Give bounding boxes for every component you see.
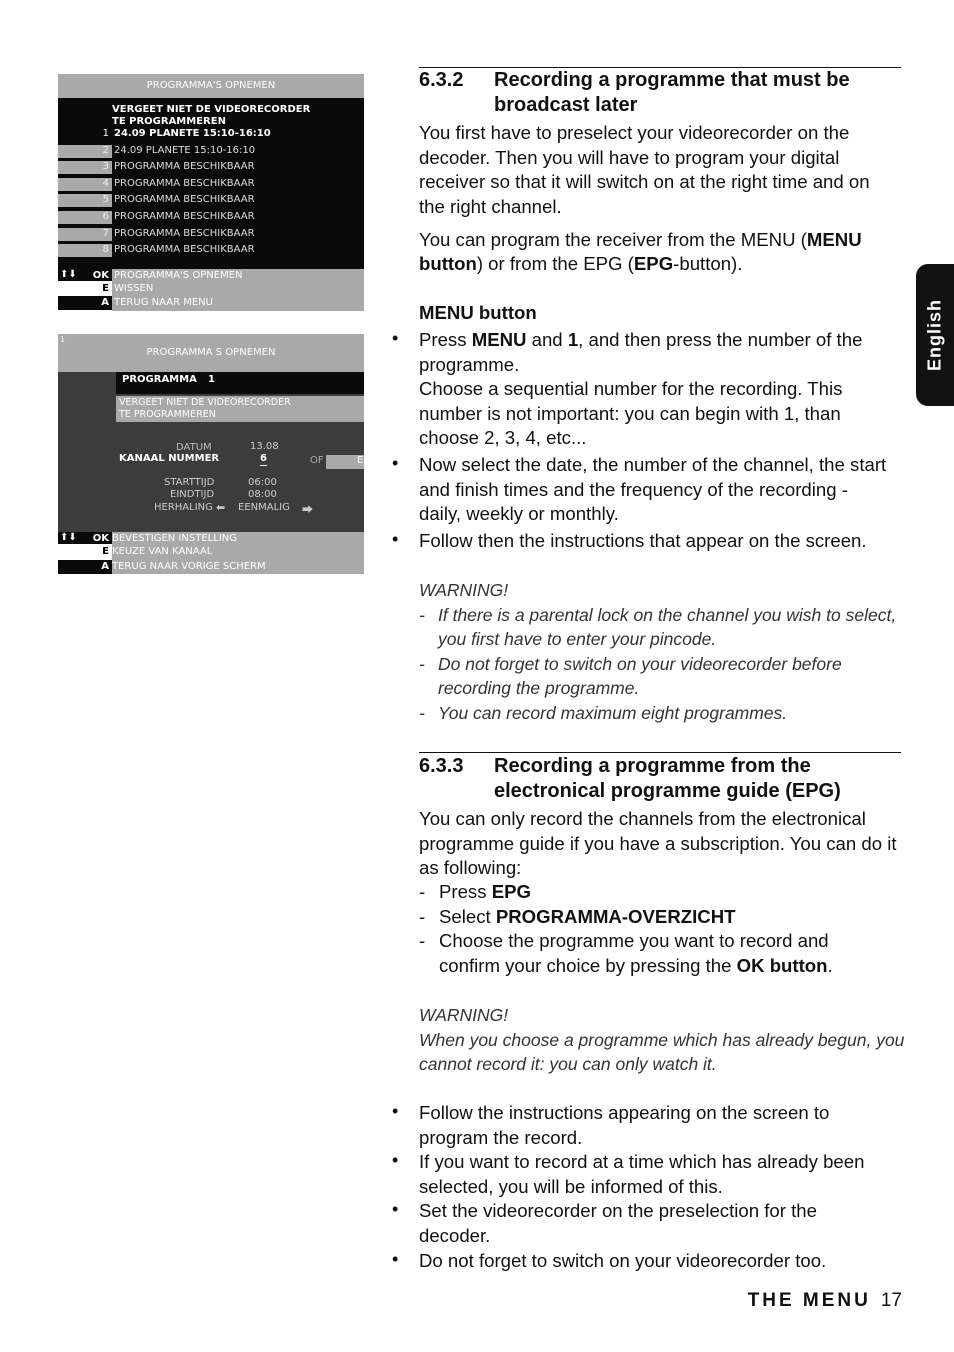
screen2-corner: 1 (60, 335, 66, 344)
bullet-1-line: Choose a sequential number for the recording. This (419, 378, 843, 399)
dash: - (419, 881, 426, 902)
section-title-line-1: Recording a programme that must be (494, 69, 850, 91)
row-number: 5 (102, 194, 109, 206)
key-action[interactable]: TERUG NAAR MENU (114, 297, 213, 308)
section-title-line-2: electronical programme guide (EPG) (494, 780, 841, 802)
screen-programma-instellen (58, 334, 364, 574)
page-footer (748, 1290, 902, 1312)
bullet: • (392, 328, 399, 348)
key-label: OK (92, 533, 109, 544)
section-title-line-2: broadcast later (494, 94, 638, 116)
key-label: E (102, 546, 109, 557)
page-number: 17 (880, 1290, 902, 1311)
arrow-right-icon[interactable]: ⮕ (302, 503, 313, 516)
dash: - (419, 930, 426, 951)
screen2-title: PROGRAMMA S OPNEMEN (146, 347, 276, 358)
screen1-notice-2: TE PROGRAMMEREN (112, 116, 226, 127)
bullet-1-line-1: Press MENU and 1, and then press the number of the (419, 329, 863, 350)
kanaal-label: KANAAL NUMMER (119, 453, 220, 464)
paragraph-line: programme guide if you have a subscription. You can do it (419, 832, 897, 854)
paragraph-line: receiver so that it will switch on at the right time and on (419, 171, 870, 193)
start-value[interactable]: 06:00 (248, 477, 277, 488)
program-slot-row[interactable]: PROGRAMMA BESCHIKBAAR (114, 211, 255, 222)
datum-label: DATUM (176, 442, 212, 453)
paragraph-line: You can only record the channels from the electronical (419, 808, 866, 829)
row-number: 1 (102, 128, 109, 139)
row-number: 3 (102, 161, 109, 173)
step-2: Select PROGRAMMA-OVERZICHT (439, 906, 736, 927)
language-tab: English (916, 264, 954, 406)
herhaling-label: HERHALING (154, 502, 213, 513)
bullet-2-line: and finish times and the frequency of the recording - (419, 478, 848, 500)
arrows-updown-icon: ⬆⬇ (60, 269, 77, 280)
paragraph-line: as following: (419, 857, 522, 879)
step-1: Press EPG (439, 881, 531, 902)
key-label: OK (92, 270, 109, 281)
dash: - (419, 906, 426, 927)
footer-label: THE MENU (747, 1290, 871, 1311)
arrow-left-icon[interactable]: ⬅ (216, 501, 226, 514)
key-label: E (102, 283, 109, 294)
subheading-menu-button: MENU button (419, 302, 537, 323)
bullet: • (392, 453, 399, 473)
dash: - (419, 703, 425, 723)
screen2-notice-1: VERGEET NIET DE VIDEORECORDER (119, 397, 291, 408)
bullet: • (392, 529, 399, 549)
step-3-line-2: confirm your choice by pressing the OK button. (439, 955, 833, 976)
program-slot-row[interactable]: PROGRAMMA BESCHIKBAAR (114, 244, 255, 256)
program-slot-row[interactable]: PROGRAMMA BESCHIKBAAR (114, 177, 255, 189)
program-slot-row[interactable]: 24.09 PLANETE 15:10-16:10 (114, 144, 256, 156)
screen1-notice-1: VERGEET NIET DE VIDEORECORDER (112, 104, 311, 115)
program-slot-row[interactable]: 24.09 PLANETE 15:10-16:10 (114, 128, 271, 139)
key-action[interactable]: WISSEN (114, 283, 154, 294)
warning-item-line: If there is a parental lock on the channel you wish to select, (438, 605, 897, 625)
paragraph-line: You first have to preselect your videorecorder on the (419, 122, 850, 143)
row-number: 6 (102, 211, 109, 222)
screen2-program-num: 1 (208, 374, 215, 385)
warning-title: WARNING! (419, 580, 509, 600)
screen2-notice-2: TE PROGRAMMEREN (119, 409, 216, 420)
eind-label: EINDTIJD (170, 489, 215, 500)
screen1-title: PROGRAMMA'S OPNEMEN (146, 80, 276, 91)
datum-value[interactable]: 13.08 (250, 441, 279, 452)
bullet-line: Do not forget to switch on your videorecorder too. (419, 1250, 827, 1271)
paragraph-menu-epg-2: button) or from the EPG (EPG-button). (419, 253, 743, 274)
bullet-2-line: daily, weekly or monthly. (419, 503, 619, 525)
warning-title: WARNING! (419, 1005, 509, 1025)
paragraph-line: decoder. Then you will have to program your digital (419, 146, 840, 168)
section-number: 6.3.3 (419, 755, 464, 777)
row-number: 4 (102, 177, 109, 189)
warning-item-line: recording the programme. (438, 678, 640, 699)
dash: - (419, 654, 425, 674)
of-label: OF (310, 455, 324, 466)
paragraph-menu-epg: You can program the receiver from the MENU (MENU (419, 229, 862, 250)
screen2-program-label: PROGRAMMA (122, 374, 197, 385)
section-title-line-1: Recording a programme from the (494, 755, 811, 777)
bullet-line: Set the videorecorder on the preselection for the (419, 1200, 817, 1221)
program-slot-row[interactable]: PROGRAMMA BESCHIKBAAR (114, 194, 255, 206)
arrows-updown-icon: ⬆⬇ (60, 532, 77, 543)
row-number: 2 (102, 144, 109, 156)
eind-value[interactable]: 08:00 (248, 489, 277, 500)
bullet-1-line-2: programme. (419, 354, 520, 375)
bullet-line: program the record. (419, 1126, 583, 1148)
key-action[interactable]: BEVESTIGEN INSTELLING (112, 533, 237, 544)
bullet-line: Follow the instructions appearing on the screen to (419, 1102, 830, 1123)
bullet: • (392, 1101, 399, 1121)
herhaling-value[interactable]: EENMALIG (238, 502, 290, 513)
kanaal-value[interactable]: 6 (260, 453, 267, 464)
warning-item-line: Do not forget to switch on your videorecorder before (438, 654, 842, 674)
bullet-line: If you want to record at a time which has already been (419, 1151, 865, 1172)
section-number: 6.3.2 (419, 69, 464, 91)
key-label: A (101, 297, 109, 308)
key-action[interactable]: KEUZE VAN KANAAL (112, 546, 213, 557)
e-label: E (357, 455, 364, 466)
warning-item-line: You can record maximum eight programmes. (438, 703, 788, 723)
dash: - (419, 605, 425, 625)
warning-item-line: you first have to enter your pincode. (438, 629, 717, 650)
bullet-1-line: number is not important: you can begin with 1, than (419, 402, 841, 424)
warning-line: When you choose a programme which has already begun, you (419, 1030, 905, 1050)
row-number: 8 (102, 244, 109, 256)
bullet-line: selected, you will be informed of this. (419, 1175, 723, 1197)
program-slot-row[interactable]: PROGRAMMA BESCHIKBAAR (114, 161, 255, 173)
bullet-1-line: choose 2, 3, 4, etc... (419, 427, 587, 449)
bullet-3: Follow then the instructions that appear on the screen. (419, 530, 867, 551)
warning-line: cannot record it: you can only watch it. (419, 1054, 717, 1075)
step-3-line-1: Choose the programme you want to record and (439, 930, 829, 951)
bullet: • (392, 1150, 399, 1170)
start-label: STARTTIJD (164, 477, 215, 488)
key-label: A (101, 561, 109, 572)
row-number: 7 (102, 227, 109, 239)
key-action[interactable]: PROGRAMMA'S OPNEMEN (114, 270, 243, 281)
paragraph-line: the right channel. (419, 195, 562, 217)
screen-programmas-opnemen (58, 74, 364, 311)
program-slot-row[interactable]: PROGRAMMA BESCHIKBAAR (114, 227, 255, 239)
section-rule (419, 752, 901, 753)
bullet-line: decoder. (419, 1224, 491, 1246)
key-action[interactable]: TERUG NAAR VORIGE SCHERM (112, 561, 266, 572)
bullet: • (392, 1249, 399, 1269)
bullet-2-line: Now select the date, the number of the channel, the start (419, 454, 887, 475)
bullet: • (392, 1199, 399, 1219)
